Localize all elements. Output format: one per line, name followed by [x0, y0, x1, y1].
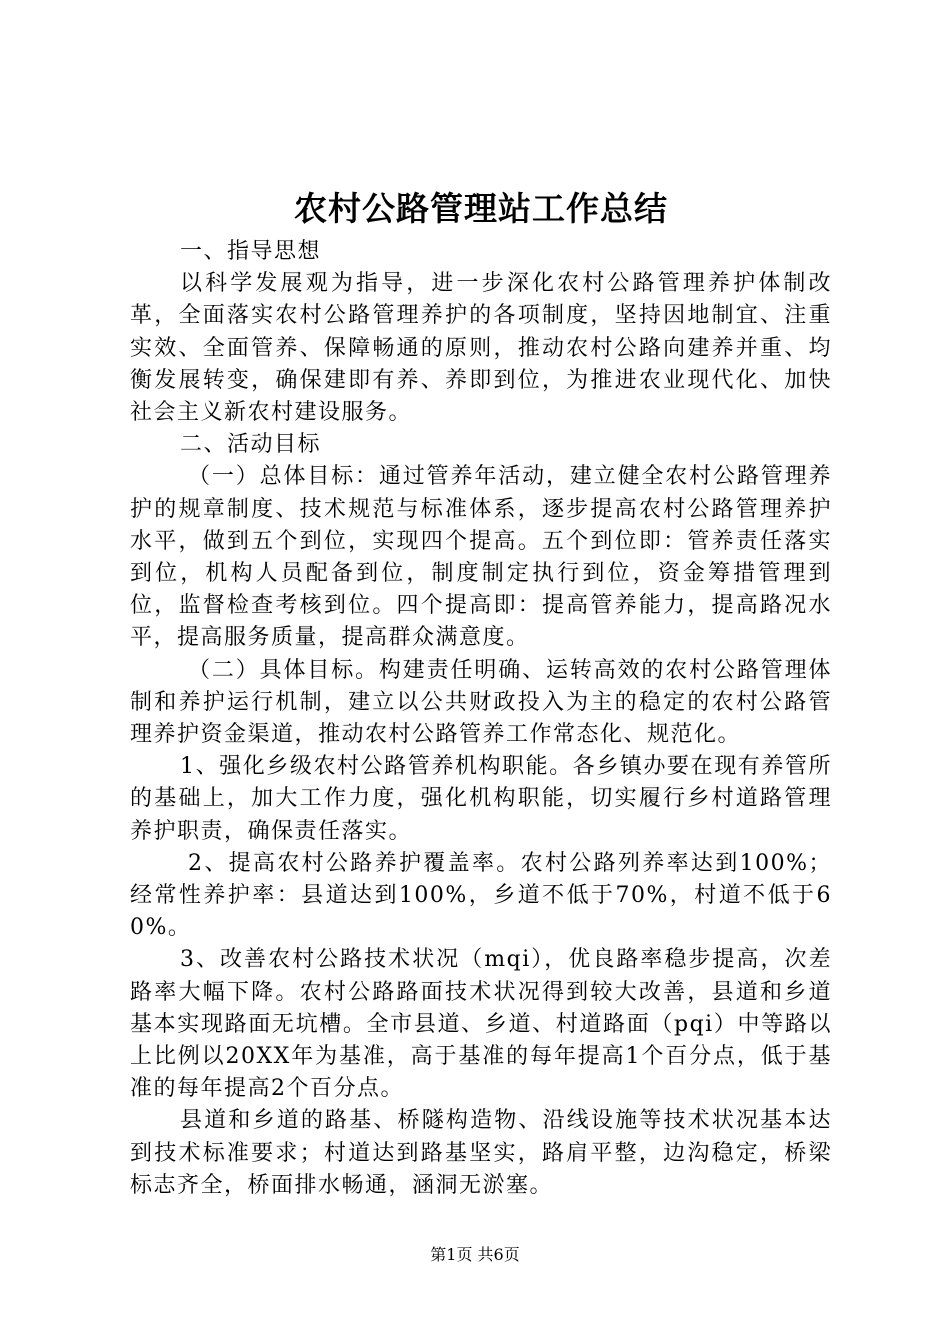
page-footer: 第1页 共6页 [430, 1245, 520, 1264]
paragraph-item-2: 2、提高农村公路养护覆盖率。农村公路列养率达到100%；经常性养护率：县道达到100%，乡道不低于70%，村道不低于60%。 [130, 850, 832, 941]
paragraph-item-1: 1、强化乡级农村公路管养机构职能。各乡镇办要在现有养管所的基础上，加大工作力度，强化机构职能，切实履行乡村道路管理养护职责，确保责任落实。 [130, 754, 832, 844]
section-heading-guiding-thought: 一、指导思想 [180, 239, 322, 264]
section-heading-activity-goals: 二、活动目标 [180, 432, 322, 458]
document-title: 农村公路管理站工作总结 [294, 189, 668, 228]
paragraph-specific-goals: （二）具体目标。构建责任明确、运转高效的农村公路管理体制和养护运行机制，建立以公共财政投入为主的稳定的农村公路管理养护资金渠道，推动农村公路管养工作常态化、规范化。 [130, 657, 832, 748]
paragraph-roadbed-standards: 县道和乡道的路基、桥隧构造物、沿线设施等技术状况基本达到技术标准要求；村道达到路基坚实，路肩平整，边沟稳定，桥梁标志齐全，桥面排水畅通，涵洞无淤塞。 [130, 1108, 832, 1198]
paragraph-guiding-thought: 以科学发展观为指导，进一步深化农村公路管理养护体制改革，全面落实农村公路管理养护的各项制度，坚持因地制宜、注重实效、全面管养、保障畅通的原则，推动农村公路向建养并重、均衡发展转变，确保建即有养、养即到位，为推进农业现代化、加快社会主义新农村建设服务。 [130, 271, 832, 426]
paragraph-overall-goals: （一）总体目标：通过管养年活动，建立健全农村公路管理养护的规章制度、技术规范与标准体系，逐步提高农村公路管理养护水平，做到五个到位，实现四个提高。五个到位即：管养责任落实到位，机构人员配备到位，制度制定执行到位，资金筹措管理到位，监督检查考核到位。四个提高即：提高管养能力，提高路况水平，提高服务质量，提高群众满意度。 [130, 464, 832, 651]
document-body [130, 236, 832, 1202]
document-page [130, 0, 832, 1344]
paragraph-item-3: 3、改善农村公路技术状况（mqi），优良路率稳步提高，次差路率大幅下降。农村公路路面技术状况得到较大改善，县道和乡道基本实现路面无坑槽。全市县道、乡道、村道路面（pqi）中等路以上比例以20XX年为基准，高于基准的每年提高1个百分点，低于基准的每年提高2个百分点。 [130, 947, 832, 1102]
